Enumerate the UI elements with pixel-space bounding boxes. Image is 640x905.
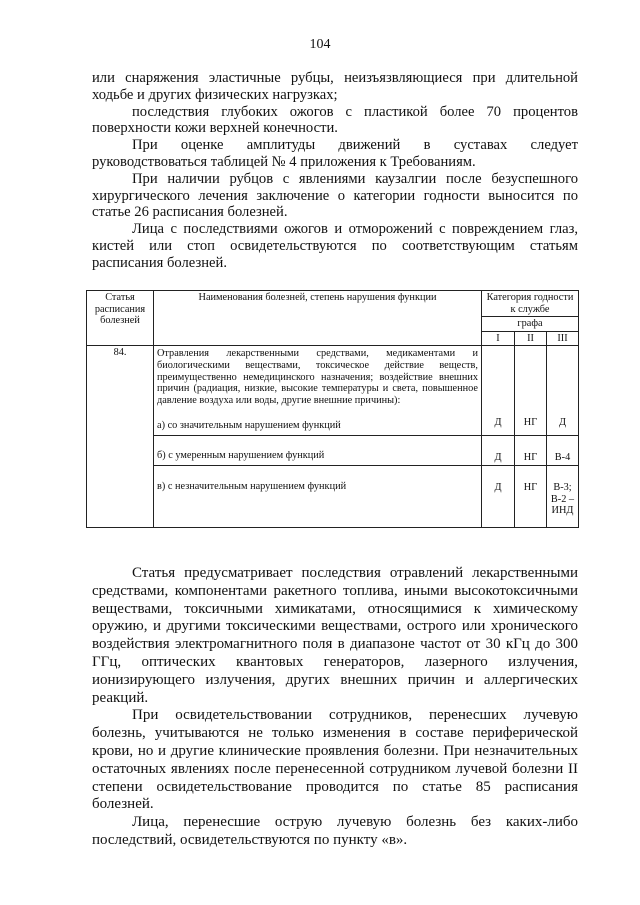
cell-a-col-1: Д: [482, 346, 515, 436]
cell-c-col-1: Д: [482, 465, 515, 527]
row-label-c: в) с незначительным нарушением функций: [157, 480, 347, 492]
cell-a-col-2: НГ: [515, 346, 547, 436]
row-label-c-cell: [154, 465, 482, 527]
top-text-block: [92, 70, 578, 272]
header-col-2: II: [515, 331, 547, 346]
header-col-3: III: [547, 331, 579, 346]
cell-c-col-3: В-3; В-2 – ИНД: [547, 465, 579, 527]
paragraph-frostbite: Лица с последствиями ожогов и отморожений с повреждением глаз, кистей или стоп освидетельствуются по соответствующим статьям расписания болезней.: [92, 221, 578, 271]
cell-b-col-3: В-4: [547, 435, 579, 465]
table-row: [87, 465, 579, 527]
paragraph-continuation: или снаряжения эластичные рубцы, неизъязвляющиеся при длительной ходьбе и других физических нагрузках;: [92, 70, 578, 103]
table-row: [87, 435, 579, 465]
row-label-a: а) со значительным нарушением функций: [157, 420, 341, 432]
page-number: 104: [309, 37, 331, 52]
header-disease-name: Наименования болезней, степень нарушения функции: [154, 291, 482, 346]
cell-b-col-2: НГ: [515, 435, 547, 465]
disease-description-text: Отравления лекарственными средствами, медикаментами и биологическими веществами, токсическое действие веществ, преимущественно немедицинского назначения; воздействие внешних причин (радиация, низкие, высокие температуры и света, повышенное давление воздуха или воды, другие внешние причины):: [157, 348, 478, 406]
table-row: [87, 346, 579, 436]
disease-description: [154, 346, 482, 436]
cell-c-col-2: НГ: [515, 465, 547, 527]
header-col-1: I: [482, 331, 515, 346]
disease-schedule-table: [86, 290, 579, 528]
header-category: Категория годности к службе: [482, 291, 579, 317]
bottom-text-block: [92, 565, 578, 850]
header-article: Статья расписания болезней: [87, 291, 154, 346]
row-label-b: б) с умеренным нарушением функций: [157, 449, 325, 461]
header-grafa: графа: [482, 317, 579, 332]
cell-b-col-1: Д: [482, 435, 515, 465]
paragraph-causalgia: При наличии рубцов с явлениями каузалгии после безуспешного хирургического лечения заключение о категории годности выносится по статье 26 расписания болезней.: [92, 170, 578, 221]
table-header-row: [87, 291, 579, 317]
paragraph-article-scope: Статья предусматривает последствия отравлений лекарственными средствами, компонентами ракетного топлива, иными высокотоксичными веществами, токсичными химикатами, относящимися к химическому оружию, и другими токсическими веществами, острого или хронического воздействия электромагнитного поля в диапазоне частот от 30 кГц до 300 ГГц, оптических квантовых генераторов, лазерного излучения, ионизирующего излучения, других внешних причин и аллергических реакций.: [92, 565, 578, 706]
cell-a-col-3: Д: [547, 346, 579, 436]
article-number: 84.: [87, 346, 154, 528]
paragraph-radiation-sickness: При освидетельствовании сотрудников, перенесших лучевую болезнь, учитываются не только изменения в составе периферической крови, но и другие клинические проявления болезни. При незначительных остаточных явлениях после перенесенной сотрудником лучевой болезни II степени освидетельствование проводится по статье 85 расписания болезней.: [92, 707, 578, 813]
paragraph-deep-burns: последствия глубоких ожогов с пластикой более 70 процентов поверхности кожи верхней конечности.: [92, 103, 578, 137]
paragraph-no-consequences: Лица, перенесшие острую лучевую болезнь без каких-либо последствий, освидетельствуются по пункту «в».: [92, 814, 578, 848]
row-label-b-cell: [154, 435, 482, 465]
paragraph-joint-amplitude: При оценке амплитуды движений в суставах следует руководствоваться таблицей № 4 приложения к Требованиям.: [92, 137, 578, 170]
